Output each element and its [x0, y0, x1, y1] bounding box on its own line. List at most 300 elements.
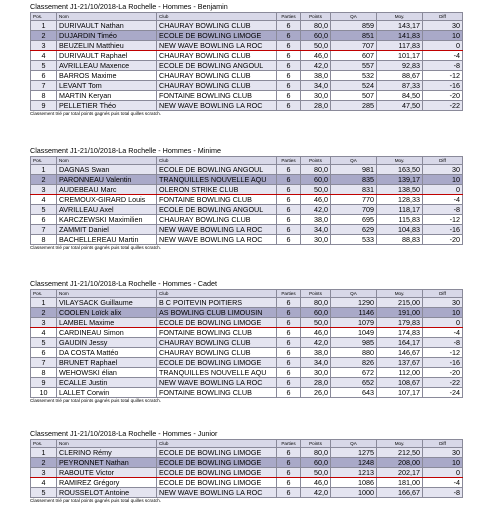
- cell-qa: 532: [331, 71, 377, 81]
- cell-qa: 831: [331, 185, 377, 195]
- cell-qa: 533: [331, 235, 377, 245]
- cell-diff: 10: [423, 458, 463, 468]
- cell-games: 6: [277, 368, 301, 378]
- cell-name: LAMBEL Maxime: [57, 318, 157, 328]
- cell-avg: 146,67: [377, 348, 423, 358]
- cell-club: ECOLE DE BOWLING LIMOGE: [157, 358, 277, 368]
- cell-qa: 1000: [331, 488, 377, 498]
- table-row: [31, 458, 463, 468]
- cell-qa: 826: [331, 358, 377, 368]
- header-points: Points: [301, 13, 331, 21]
- cell-games: 6: [277, 101, 301, 111]
- cell-points: 50,0: [301, 41, 331, 51]
- cell-name: DAGNAS Swan: [57, 165, 157, 175]
- cell-points: 50,0: [301, 185, 331, 195]
- cell-name: MARTIN Keryan: [57, 91, 157, 101]
- cell-pos: 4: [31, 195, 57, 205]
- cell-games: 6: [277, 31, 301, 41]
- cell-qa: 507: [331, 91, 377, 101]
- cell-games: 6: [277, 81, 301, 91]
- cell-pos: 3: [31, 318, 57, 328]
- cell-name: BACHELLEREAU Martin: [57, 235, 157, 245]
- cell-points: 80,0: [301, 165, 331, 175]
- cell-name: LALLET Corwin: [57, 388, 157, 398]
- table-row: [31, 368, 463, 378]
- cell-name: AVRILLEAU Axel: [57, 205, 157, 215]
- cell-club: CHAURAY BOWLING CLUB: [157, 348, 277, 358]
- cell-games: 6: [277, 61, 301, 71]
- cell-name: BEUZELIN Matthieu: [57, 41, 157, 51]
- cell-club: ECOLE DE BOWLING LIMOGE: [157, 468, 277, 478]
- cell-avg: 179,83: [377, 318, 423, 328]
- cell-name: KARCZEWSKI Maximilien: [57, 215, 157, 225]
- cell-club: NEW WAVE BOWLING LA ROC: [157, 235, 277, 245]
- cell-pos: 5: [31, 205, 57, 215]
- cell-games: 6: [277, 225, 301, 235]
- cell-qa: 607: [331, 51, 377, 61]
- cell-games: 6: [277, 215, 301, 225]
- cell-avg: 128,33: [377, 195, 423, 205]
- header-diff: Diff: [423, 290, 463, 298]
- cell-avg: 138,50: [377, 185, 423, 195]
- cell-name: PEYRONNET Nathan: [57, 458, 157, 468]
- cell-pos: 8: [31, 368, 57, 378]
- cell-club: ECOLE DE BOWLING LIMOGE: [157, 458, 277, 468]
- standings-section: [30, 430, 462, 504]
- cell-qa: 1086: [331, 478, 377, 488]
- cell-qa: 695: [331, 215, 377, 225]
- cell-name: WEHOWSKI élian: [57, 368, 157, 378]
- cell-avg: 137,67: [377, 358, 423, 368]
- cell-avg: 107,17: [377, 388, 423, 398]
- cell-diff: -4: [423, 195, 463, 205]
- cell-name: DUJARDIN Timéo: [57, 31, 157, 41]
- cell-points: 60,0: [301, 308, 331, 318]
- section-title: Classement J1-21/10/2018-La Rochelle - Hommes - Minime: [30, 146, 221, 155]
- cell-games: 6: [277, 488, 301, 498]
- table-row: [31, 448, 463, 458]
- header-pos: Pos.: [31, 157, 57, 165]
- cell-club: NEW WAVE BOWLING LA ROC: [157, 225, 277, 235]
- cell-avg: 118,17: [377, 205, 423, 215]
- standings-table: [30, 289, 463, 398]
- cell-name: ECALLE Justin: [57, 378, 157, 388]
- cell-points: 46,0: [301, 51, 331, 61]
- table-row: [31, 358, 463, 368]
- cell-diff: 0: [423, 185, 463, 195]
- cell-club: NEW WAVE BOWLING LA ROC: [157, 41, 277, 51]
- header-qa: QA: [331, 13, 377, 21]
- cell-club: FONTAINE BOWLING CLUB: [157, 91, 277, 101]
- cell-diff: 30: [423, 165, 463, 175]
- cell-club: TRANQUILLES NOUVELLE AQU: [157, 368, 277, 378]
- cell-games: 6: [277, 318, 301, 328]
- header-row: [31, 157, 463, 165]
- cell-club: NEW WAVE BOWLING LA ROC: [157, 101, 277, 111]
- table-row: [31, 51, 463, 61]
- cell-diff: 0: [423, 318, 463, 328]
- cell-pos: 8: [31, 91, 57, 101]
- cell-name: CARDINEAU Simon: [57, 328, 157, 338]
- cell-points: 30,0: [301, 235, 331, 245]
- header-name: Nom: [57, 440, 157, 448]
- cell-avg: 47,50: [377, 101, 423, 111]
- cell-diff: 30: [423, 21, 463, 31]
- cell-club: CHAURAY BOWLING CLUB: [157, 215, 277, 225]
- cell-points: 46,0: [301, 195, 331, 205]
- cell-club: CHAURAY BOWLING CLUB: [157, 338, 277, 348]
- table-row: [31, 165, 463, 175]
- cell-name: LEVANT Tom: [57, 81, 157, 91]
- cell-diff: 30: [423, 298, 463, 308]
- cell-points: 60,0: [301, 458, 331, 468]
- cell-name: CREMOUX-GIRARD Louis: [57, 195, 157, 205]
- cell-avg: 163,50: [377, 165, 423, 175]
- cell-name: ZAMMIT Daniel: [57, 225, 157, 235]
- header-pos: Pos.: [31, 290, 57, 298]
- cell-games: 6: [277, 388, 301, 398]
- cell-games: 6: [277, 468, 301, 478]
- cell-points: 28,0: [301, 101, 331, 111]
- table-row: [31, 71, 463, 81]
- cell-points: 42,0: [301, 61, 331, 71]
- cell-games: 6: [277, 185, 301, 195]
- cell-avg: 108,67: [377, 378, 423, 388]
- section-title: Classement J1-21/10/2018-La Rochelle - Hommes - Cadet: [30, 279, 217, 288]
- cell-pos: 6: [31, 215, 57, 225]
- cell-games: 6: [277, 71, 301, 81]
- footnote: Classement trié par total points gagnés puis total quilles scratch.: [30, 498, 161, 503]
- table-row: [31, 185, 463, 195]
- table-row: [31, 328, 463, 338]
- cell-avg: 166,67: [377, 488, 423, 498]
- cell-diff: -22: [423, 378, 463, 388]
- cell-club: FONTAINE BOWLING CLUB: [157, 195, 277, 205]
- table-row: [31, 298, 463, 308]
- cell-points: 80,0: [301, 448, 331, 458]
- header-name: Nom: [57, 13, 157, 21]
- cell-name: PELLETIER Théo: [57, 101, 157, 111]
- cell-qa: 629: [331, 225, 377, 235]
- cell-points: 60,0: [301, 175, 331, 185]
- cell-pos: 6: [31, 71, 57, 81]
- cell-club: ECOLE DE BOWLING LIMOGE: [157, 31, 277, 41]
- cell-diff: -8: [423, 338, 463, 348]
- cell-points: 38,0: [301, 215, 331, 225]
- cell-games: 6: [277, 21, 301, 31]
- table-row: [31, 81, 463, 91]
- cell-qa: 1146: [331, 308, 377, 318]
- cell-avg: 174,83: [377, 328, 423, 338]
- cell-avg: 87,33: [377, 81, 423, 91]
- header-name: Nom: [57, 157, 157, 165]
- cell-pos: 8: [31, 235, 57, 245]
- cell-club: CHAURAY BOWLING CLUB: [157, 81, 277, 91]
- cell-diff: -16: [423, 225, 463, 235]
- cell-qa: 1275: [331, 448, 377, 458]
- header-club: Club: [157, 157, 277, 165]
- cell-name: ROUSSELOT Antoine: [57, 488, 157, 498]
- table-row: [31, 488, 463, 498]
- cell-avg: 104,83: [377, 225, 423, 235]
- header-avg: Moy.: [377, 13, 423, 21]
- cell-avg: 208,00: [377, 458, 423, 468]
- cell-club: ECOLE DE BOWLING ANGOUL: [157, 165, 277, 175]
- header-diff: Diff: [423, 13, 463, 21]
- cell-diff: 10: [423, 31, 463, 41]
- cell-games: 6: [277, 478, 301, 488]
- header-qa: QA: [331, 157, 377, 165]
- cell-diff: -20: [423, 91, 463, 101]
- cell-games: 6: [277, 235, 301, 245]
- cell-points: 38,0: [301, 348, 331, 358]
- cell-club: OLERON STRIKE CLUB: [157, 185, 277, 195]
- header-club: Club: [157, 440, 277, 448]
- cell-avg: 88,83: [377, 235, 423, 245]
- cell-club: ECOLE DE BOWLING LIMOGE: [157, 448, 277, 458]
- header-pos: Pos.: [31, 13, 57, 21]
- cell-avg: 164,17: [377, 338, 423, 348]
- cell-diff: -8: [423, 205, 463, 215]
- cell-qa: 643: [331, 388, 377, 398]
- cell-pos: 1: [31, 165, 57, 175]
- cell-games: 6: [277, 165, 301, 175]
- header-club: Club: [157, 290, 277, 298]
- cell-pos: 7: [31, 225, 57, 235]
- cell-pos: 9: [31, 378, 57, 388]
- cell-club: TRANQUILLES NOUVELLE AQU: [157, 175, 277, 185]
- header-row: [31, 13, 463, 21]
- header-avg: Moy.: [377, 290, 423, 298]
- cell-avg: 191,00: [377, 308, 423, 318]
- section-title: Classement J1-21/10/2018-La Rochelle - Hommes - Junior: [30, 429, 218, 438]
- cell-avg: 202,17: [377, 468, 423, 478]
- cell-club: ECOLE DE BOWLING ANGOUL: [157, 205, 277, 215]
- section-title: Classement J1-21/10/2018-La Rochelle - Hommes - Benjamin: [30, 2, 228, 11]
- cell-points: 46,0: [301, 478, 331, 488]
- cell-pos: 3: [31, 185, 57, 195]
- header-games: Parties: [277, 13, 301, 21]
- cell-avg: 139,17: [377, 175, 423, 185]
- cell-games: 6: [277, 328, 301, 338]
- cell-points: 42,0: [301, 338, 331, 348]
- cell-games: 6: [277, 51, 301, 61]
- cell-name: VILAYSACK Guillaume: [57, 298, 157, 308]
- cell-club: CHAURAY BOWLING CLUB: [157, 21, 277, 31]
- cell-qa: 707: [331, 41, 377, 51]
- cell-diff: -12: [423, 215, 463, 225]
- header-club: Club: [157, 13, 277, 21]
- cell-qa: 880: [331, 348, 377, 358]
- table-row: [31, 175, 463, 185]
- cell-games: 6: [277, 338, 301, 348]
- cell-name: AVRILLEAU Maxence: [57, 61, 157, 71]
- standings-section: [30, 147, 462, 251]
- cell-points: 46,0: [301, 328, 331, 338]
- cell-games: 6: [277, 458, 301, 468]
- table-row: [31, 348, 463, 358]
- cell-pos: 4: [31, 51, 57, 61]
- cell-avg: 92,83: [377, 61, 423, 71]
- header-qa: QA: [331, 440, 377, 448]
- cell-qa: 851: [331, 31, 377, 41]
- cell-avg: 101,17: [377, 51, 423, 61]
- cell-qa: 859: [331, 21, 377, 31]
- cell-avg: 212,50: [377, 448, 423, 458]
- cell-name: COOLEN Loïck alix: [57, 308, 157, 318]
- cell-points: 30,0: [301, 91, 331, 101]
- cell-diff: -20: [423, 368, 463, 378]
- cell-name: RABOUTE Victor: [57, 468, 157, 478]
- cell-points: 34,0: [301, 358, 331, 368]
- cell-points: 30,0: [301, 368, 331, 378]
- cell-name: DURIVAULT Raphael: [57, 51, 157, 61]
- cell-pos: 2: [31, 31, 57, 41]
- cell-qa: 770: [331, 195, 377, 205]
- cell-diff: -4: [423, 478, 463, 488]
- cell-avg: 84,50: [377, 91, 423, 101]
- cell-pos: 6: [31, 348, 57, 358]
- cell-pos: 1: [31, 298, 57, 308]
- cell-points: 50,0: [301, 468, 331, 478]
- header-avg: Moy.: [377, 157, 423, 165]
- cell-pos: 5: [31, 61, 57, 71]
- cell-qa: 1049: [331, 328, 377, 338]
- table-row: [31, 388, 463, 398]
- cell-club: B C POITEVIN POITIERS: [157, 298, 277, 308]
- standings-section: [30, 280, 462, 404]
- header-games: Parties: [277, 290, 301, 298]
- table-row: [31, 308, 463, 318]
- table-row: [31, 205, 463, 215]
- cell-diff: 10: [423, 175, 463, 185]
- header-games: Parties: [277, 157, 301, 165]
- cell-name: DA COSTA Mattéo: [57, 348, 157, 358]
- table-row: [31, 61, 463, 71]
- table-row: [31, 215, 463, 225]
- cell-games: 6: [277, 378, 301, 388]
- standings-table: [30, 156, 463, 245]
- cell-diff: 30: [423, 448, 463, 458]
- cell-name: AUDEBEAU Marc: [57, 185, 157, 195]
- cell-name: DURIVAULT Nathan: [57, 21, 157, 31]
- cell-diff: -24: [423, 388, 463, 398]
- cell-qa: 557: [331, 61, 377, 71]
- standings-table: [30, 439, 463, 498]
- cell-avg: 141,83: [377, 31, 423, 41]
- cell-qa: 981: [331, 165, 377, 175]
- cell-pos: 1: [31, 21, 57, 31]
- header-pos: Pos.: [31, 440, 57, 448]
- footnote: Classement trié par total points gagnés puis total quilles scratch.: [30, 245, 161, 250]
- header-avg: Moy.: [377, 440, 423, 448]
- cell-avg: 117,83: [377, 41, 423, 51]
- table-row: [31, 21, 463, 31]
- cell-qa: 285: [331, 101, 377, 111]
- cell-pos: 10: [31, 388, 57, 398]
- footnote: Classement trié par total points gagnés puis total quilles scratch.: [30, 398, 161, 403]
- cell-points: 38,0: [301, 71, 331, 81]
- cell-club: FONTAINE BOWLING CLUB: [157, 388, 277, 398]
- header-row: [31, 440, 463, 448]
- cell-games: 6: [277, 298, 301, 308]
- footnote: Classement trié par total points gagnés puis total quilles scratch.: [30, 111, 161, 116]
- cell-diff: -8: [423, 488, 463, 498]
- cell-points: 80,0: [301, 298, 331, 308]
- header-name: Nom: [57, 290, 157, 298]
- cell-diff: -12: [423, 71, 463, 81]
- cell-qa: 1290: [331, 298, 377, 308]
- cell-points: 26,0: [301, 388, 331, 398]
- header-diff: Diff: [423, 440, 463, 448]
- cell-club: ECOLE DE BOWLING ANGOUL: [157, 61, 277, 71]
- header-points: Points: [301, 290, 331, 298]
- cell-points: 50,0: [301, 318, 331, 328]
- cell-pos: 2: [31, 175, 57, 185]
- cell-diff: -12: [423, 348, 463, 358]
- cell-pos: 1: [31, 448, 57, 458]
- cell-games: 6: [277, 175, 301, 185]
- cell-points: 28,0: [301, 378, 331, 388]
- header-points: Points: [301, 440, 331, 448]
- cell-qa: 709: [331, 205, 377, 215]
- cell-pos: 4: [31, 328, 57, 338]
- cell-diff: -8: [423, 61, 463, 71]
- header-qa: QA: [331, 290, 377, 298]
- cell-games: 6: [277, 41, 301, 51]
- cell-qa: 672: [331, 368, 377, 378]
- cell-qa: 1079: [331, 318, 377, 328]
- cell-name: GAUDIN Jessy: [57, 338, 157, 348]
- cell-pos: 3: [31, 468, 57, 478]
- cell-diff: -22: [423, 101, 463, 111]
- table-row: [31, 91, 463, 101]
- cell-qa: 652: [331, 378, 377, 388]
- cell-points: 42,0: [301, 205, 331, 215]
- table-row: [31, 225, 463, 235]
- cell-games: 6: [277, 195, 301, 205]
- cell-name: BARROS Maxime: [57, 71, 157, 81]
- cell-points: 42,0: [301, 488, 331, 498]
- table-row: [31, 338, 463, 348]
- cell-club: NEW WAVE BOWLING LA ROC: [157, 378, 277, 388]
- table-row: [31, 468, 463, 478]
- cell-qa: 524: [331, 81, 377, 91]
- cell-avg: 143,17: [377, 21, 423, 31]
- cell-games: 6: [277, 358, 301, 368]
- cell-games: 6: [277, 448, 301, 458]
- cell-diff: 10: [423, 308, 463, 318]
- cell-points: 80,0: [301, 21, 331, 31]
- header-diff: Diff: [423, 157, 463, 165]
- cell-diff: -4: [423, 51, 463, 61]
- table-row: [31, 195, 463, 205]
- cell-diff: -16: [423, 81, 463, 91]
- table-row: [31, 41, 463, 51]
- cell-pos: 4: [31, 478, 57, 488]
- header-games: Parties: [277, 440, 301, 448]
- standings-table: [30, 12, 463, 111]
- cell-pos: 9: [31, 101, 57, 111]
- cell-club: CHAURAY BOWLING CLUB: [157, 51, 277, 61]
- table-row: [31, 318, 463, 328]
- cell-club: AS BOWLING CLUB LIMOUSIN: [157, 308, 277, 318]
- cell-qa: 1213: [331, 468, 377, 478]
- cell-avg: 215,00: [377, 298, 423, 308]
- cell-pos: 7: [31, 81, 57, 91]
- cell-avg: 112,00: [377, 368, 423, 378]
- cell-club: NEW WAVE BOWLING LA ROC: [157, 488, 277, 498]
